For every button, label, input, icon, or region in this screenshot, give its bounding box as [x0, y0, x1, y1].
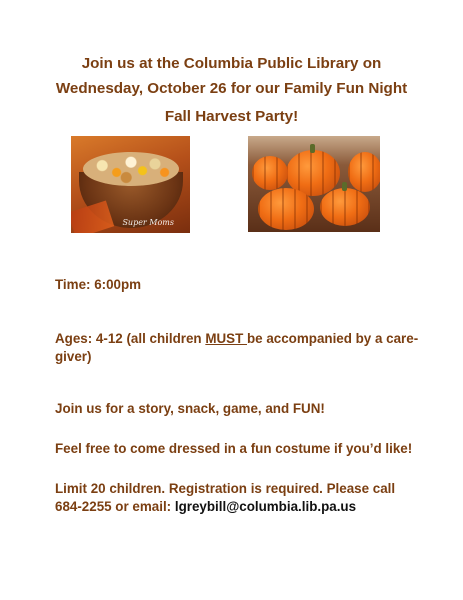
limit-line: Limit 20 children. Registration is required. Please call — [55, 481, 396, 496]
ages-text-start: Ages: 4-12 (all children — [55, 331, 206, 346]
pumpkin-stem-shape — [342, 182, 347, 191]
heading-line-1: Join us at the Columbia Public Library on — [81, 55, 382, 72]
autumn-leaf-shape — [71, 200, 114, 233]
pumpkin-shape — [252, 156, 288, 190]
ages-line — [55, 330, 418, 348]
event-subtitle: Fall Harvest Party! — [164, 108, 299, 125]
costume-line: Feel free to come dressed in a fun costume if you’d like! — [55, 441, 413, 456]
ages-text-end: be accompanied by a care- — [246, 331, 419, 346]
snack-bowl-photo — [71, 136, 190, 233]
email-address: lgreybill@columbia.lib.pa.us — [174, 499, 357, 514]
ages-line-continued: giver) — [55, 349, 92, 364]
pumpkin-shape — [320, 188, 370, 226]
heading-line-2: Wednesday, October 26 for our Family Fun Night — [55, 80, 408, 97]
pumpkin-shape — [348, 152, 380, 192]
ages-must-emphasis: MUST — [205, 331, 247, 346]
time-line: Time: 6:00pm — [55, 277, 142, 292]
snack-mix-shape — [83, 152, 179, 186]
pumpkins-photo — [248, 136, 380, 232]
pumpkin-stem-shape — [310, 144, 315, 153]
photo-watermark: Super Moms — [122, 218, 174, 227]
phone-text: 684-2255 or email: — [55, 499, 175, 514]
contact-line — [55, 498, 356, 516]
join-line: Join us for a story, snack, game, and FUN! — [55, 401, 325, 416]
pumpkin-shape — [258, 188, 314, 230]
